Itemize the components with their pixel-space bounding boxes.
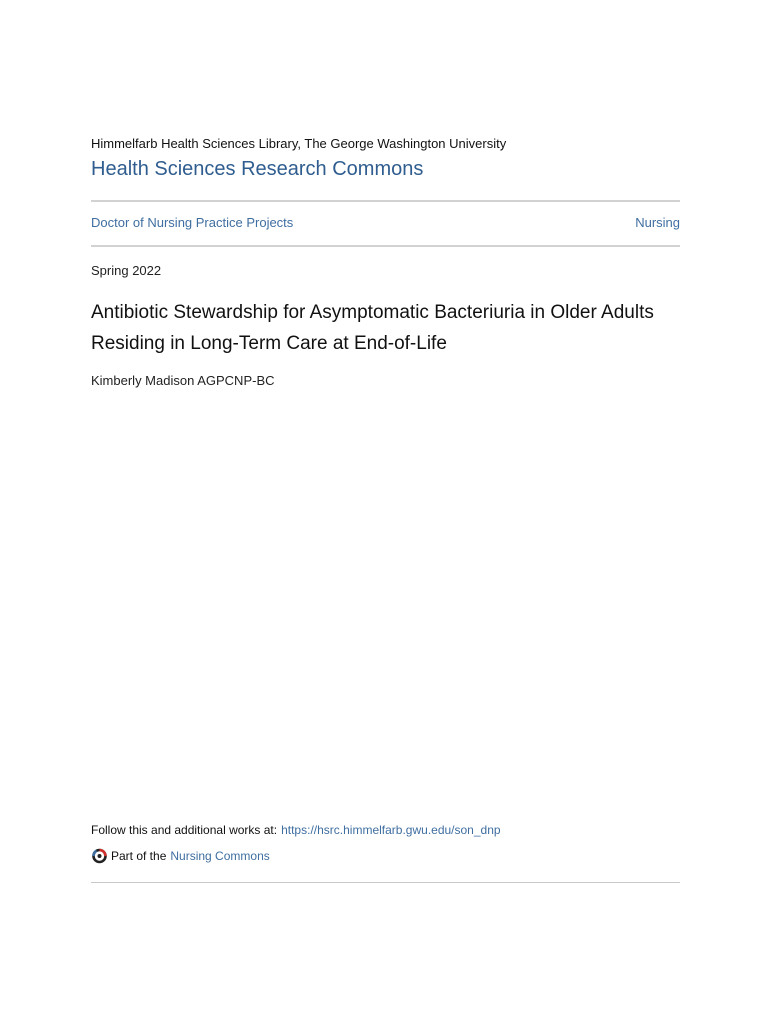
footer-divider: [91, 882, 680, 883]
discipline-link[interactable]: Nursing: [635, 215, 680, 230]
follow-label: Follow this and additional works at:: [91, 823, 278, 837]
top-divider: [91, 200, 680, 202]
part-of-label: Part of the: [111, 848, 167, 863]
repository-link[interactable]: Health Sciences Research Commons: [91, 158, 424, 180]
follow-line: [91, 823, 501, 837]
part-of-line: [91, 847, 270, 864]
cover-page: [91, 0, 680, 1024]
institution-name: Himmelfarb Health Sciences Library, The George Washington University: [91, 136, 507, 151]
author-name: Kimberly Madison AGPCNP-BC: [91, 373, 275, 388]
document-title: Antibiotic Stewardship for Asymptomatic Bacteriuria in Older Adults Residing in Long-Term Care at End-of-Life: [91, 302, 654, 354]
series-row: [91, 215, 680, 235]
nursing-commons-link[interactable]: Nursing Commons: [170, 848, 270, 863]
network-commons-icon: [91, 847, 108, 864]
series-divider: [91, 245, 680, 247]
collection-link[interactable]: Doctor of Nursing Practice Projects: [91, 215, 294, 230]
follow-url-link[interactable]: https://hsrc.himmelfarb.gwu.edu/son_dnp: [281, 823, 501, 837]
publication-date: Spring 2022: [91, 263, 162, 278]
